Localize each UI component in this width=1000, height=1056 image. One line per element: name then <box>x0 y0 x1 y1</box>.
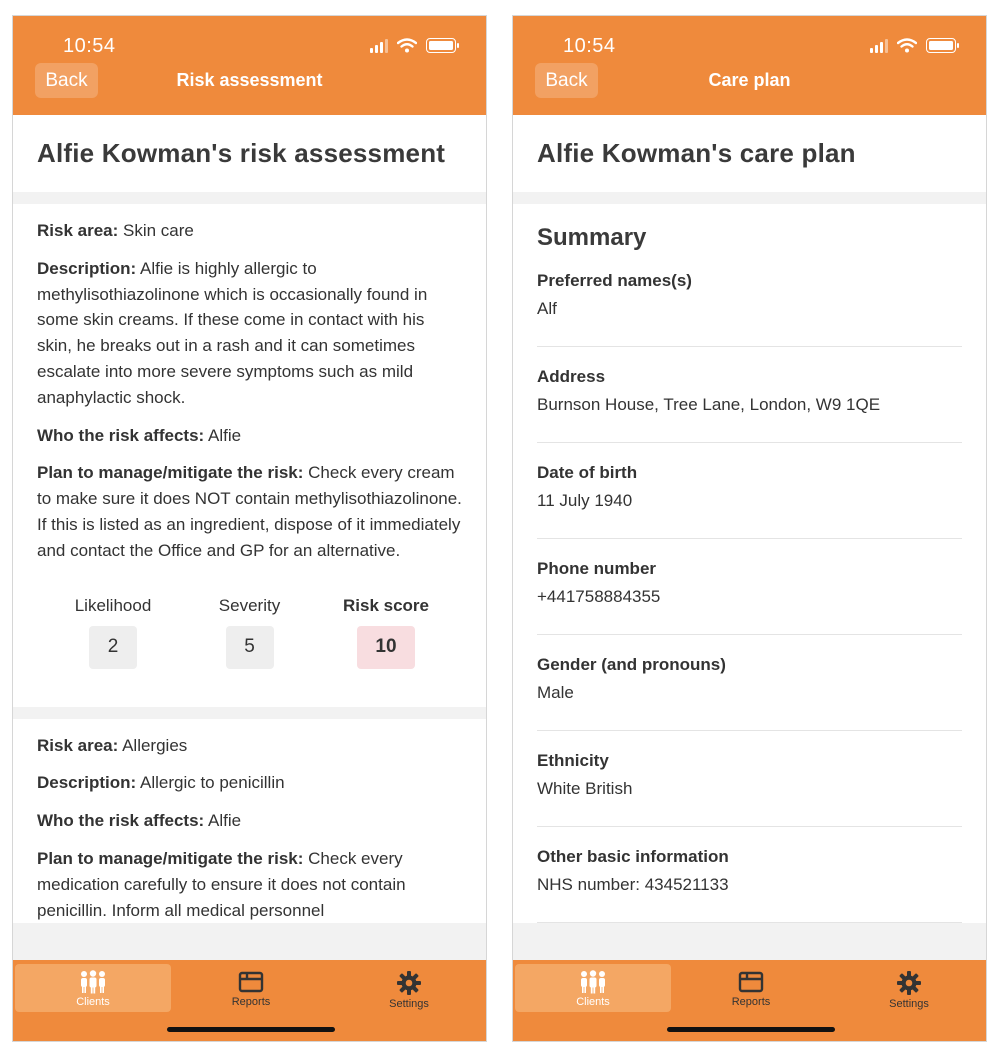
risk-area-value: Skin care <box>123 221 194 240</box>
risk-area-label: Risk area: <box>37 735 119 755</box>
plan-label: Plan to manage/mitigate the risk: <box>37 848 304 868</box>
status-time: 10:54 <box>63 35 116 57</box>
likelihood-score <box>65 596 161 669</box>
field-ethnicity <box>537 751 962 827</box>
care-plan-screen <box>512 15 987 1042</box>
tab-label: Reports <box>231 996 271 1008</box>
description-label: Description: <box>37 258 137 278</box>
risk-content[interactable] <box>13 115 486 960</box>
risk-score <box>338 596 434 669</box>
summary-title: Summary <box>537 224 647 251</box>
field-gender <box>537 655 962 731</box>
field-label: Date of birth <box>537 463 638 482</box>
field-value: White British <box>537 779 633 798</box>
clients-icon <box>577 970 609 994</box>
tab-settings[interactable] <box>831 964 987 1012</box>
likelihood-label: Likelihood <box>74 595 152 615</box>
field-preferred-names <box>537 271 962 347</box>
status-icons <box>870 38 956 53</box>
field-value: Alf <box>537 299 557 318</box>
reports-icon <box>738 970 764 994</box>
risk-affects <box>37 423 462 449</box>
page-title: Alfie Kowman's care plan <box>537 138 856 168</box>
care-plan-content[interactable] <box>513 115 986 960</box>
affects-label: Who the risk affects: <box>37 425 205 445</box>
home-indicator <box>667 1027 835 1032</box>
field-label: Phone number <box>537 559 657 578</box>
field-value: NHS number: 434521133 <box>537 875 729 894</box>
settings-icon <box>896 970 922 996</box>
field-phone-number <box>537 559 962 635</box>
tab-bar <box>513 960 986 1042</box>
tab-label: Clients <box>76 996 110 1008</box>
cellular-signal-icon <box>870 39 888 53</box>
tab-label: Settings <box>889 998 929 1010</box>
risk-card <box>13 204 486 707</box>
battery-icon <box>926 38 956 53</box>
description-label: Description: <box>37 773 137 793</box>
title-card <box>13 115 486 192</box>
reports-icon <box>238 970 264 994</box>
likelihood-value: 2 <box>89 626 137 669</box>
wifi-icon <box>397 38 417 53</box>
settings-icon <box>396 970 422 996</box>
severity-score <box>202 596 298 669</box>
tab-clients[interactable] <box>15 964 171 1012</box>
field-value: Burnson House, Tree Lane, London, W9 1QE <box>537 395 881 414</box>
risk-plan <box>37 846 462 923</box>
description-value: Alfie is highly allergic to methylisothiazolinone which is occasionally found in some skin creams. If these come in contact with his skin, he breaks out in a rash and it can sometimes escalate into more severe symptoms such as mild anaphylactic shock. <box>37 258 428 407</box>
tab-label: Settings <box>389 998 429 1010</box>
risk-affects <box>37 808 462 834</box>
risk-score-label: Risk score <box>343 595 429 615</box>
description-value: Allergic to penicillin <box>139 773 285 793</box>
field-label: Gender (and pronouns) <box>537 655 726 674</box>
risk-description <box>37 770 462 796</box>
field-value: Male <box>537 683 574 702</box>
plan-value: Check every cream to make sure it does NOT contain methylisothiazolinone. If this is listed as an ingredient, dispose of it immediately and contact the Office and GP for an alternative. <box>37 463 462 560</box>
field-label: Preferred names(s) <box>537 271 692 290</box>
tab-label: Reports <box>731 996 771 1008</box>
summary-card <box>513 204 986 923</box>
nav-title: Risk assessment <box>176 70 323 90</box>
field-other-info <box>537 847 962 923</box>
home-indicator <box>167 1027 335 1032</box>
tab-settings[interactable] <box>331 964 487 1012</box>
back-button[interactable]: Back <box>35 63 98 98</box>
top-bar <box>13 16 486 115</box>
severity-value: 5 <box>226 626 274 669</box>
risk-description <box>37 256 462 411</box>
affects-value: Alfie <box>208 425 242 445</box>
score-row <box>37 576 462 707</box>
field-value: 11 July 1940 <box>537 491 633 510</box>
status-time: 10:54 <box>563 35 616 57</box>
title-card <box>513 115 986 192</box>
field-label: Address <box>537 367 606 386</box>
risk-card <box>13 719 486 924</box>
risk-area-label: Risk area: <box>37 221 119 240</box>
plan-value: Check every medication carefully to ensure it does not contain penicillin. Inform all medical personnel <box>37 848 406 920</box>
field-label: Ethnicity <box>537 751 609 770</box>
tab-reports[interactable] <box>673 964 829 1012</box>
tab-reports[interactable] <box>173 964 329 1012</box>
battery-icon <box>426 38 456 53</box>
field-date-of-birth <box>537 463 962 539</box>
cellular-signal-icon <box>370 39 388 53</box>
top-bar <box>513 16 986 115</box>
clients-icon <box>77 970 109 994</box>
severity-label: Severity <box>218 595 281 615</box>
page-title: Alfie Kowman's risk assessment <box>37 138 446 168</box>
risk-area <box>37 733 462 759</box>
field-value: +441758884355 <box>537 587 661 606</box>
back-button[interactable]: Back <box>535 63 598 98</box>
risk-plan <box>37 460 462 563</box>
tab-label: Clients <box>576 996 610 1008</box>
tab-bar <box>13 960 486 1042</box>
risk-score-value: 10 <box>357 626 415 669</box>
risk-area-value: Allergies <box>122 735 188 755</box>
risk-assessment-screen <box>12 15 487 1042</box>
tab-clients[interactable] <box>515 964 671 1012</box>
affects-label: Who the risk affects: <box>37 811 205 831</box>
plan-label: Plan to manage/mitigate the risk: <box>37 463 304 483</box>
affects-value: Alfie <box>208 811 242 831</box>
status-icons <box>370 38 456 53</box>
wifi-icon <box>897 38 917 53</box>
risk-area <box>37 218 462 244</box>
field-label: Other basic information <box>537 847 729 866</box>
field-address <box>537 367 962 443</box>
nav-title: Care plan <box>708 70 791 90</box>
